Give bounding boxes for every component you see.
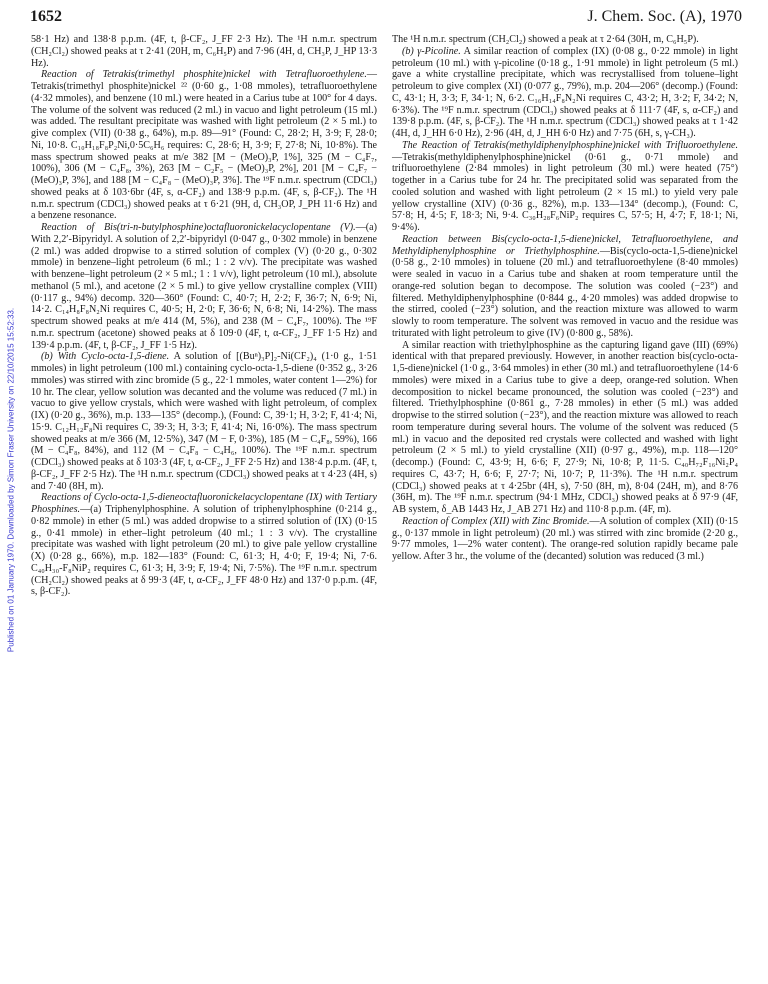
section-heading: Reaction between Bis(cyclo-octa-1,5-diene)nickel, Tetrafluoroethylene, and Methyldiphenylphosphine or Triethylphosphine.	[392, 233, 738, 257]
paragraph-text: —Tetrakis(trimethyl phosphite)nickel ²² (0·60 g., 1·08 mmoles), tetrafluoroethylene (4·32 mmoles), and benzene (10 ml.) were heated in a Carius tube at 100° for 4 days. The volume of the solvent was reduced (2 ml.) in vacuo and light petroleum (15 ml.) was added. The resultant precipitate was washed with light petroleum (2 × 5 ml.) to give complex (VII) (0·38 g., 64%), m.p. 89—91° (Found: C, 28·2; H, 3·9; F, 28·0; Ni, 10·8. C₁₀H₁₈F₈P₂Ni,0·5C₆H₆ requires: C, 28·6; H, 3·9; F, 27·8; Ni, 10·8%). The mass spectrum showed peaks at m/e 382 [M − (MeO)₃P, 1%], 325 (M − C₄F₇, 100%), 306 (M − C₄F₈, 3%), 263 [M − C₂F₅ − (MeO)₃P, 2%], 201 [M − C₄F₇ − (MeO)₃P, 3%], and 188 [M − C₄F₈ − (MeO)₃P, 3%]. The ¹⁹F n.m.r. spectrum (CDCl₃) showed peaks at δ 103·6br (4F, s, α-CF₂) and 138·9 p.p.m. (4F, s, β-CF₂). The ¹H n.m.r. spectrum (CDCl₃) showed peaks at τ 6·21 (9H, d, CH₃OP, J_PH 11·6 Hz) and a benzene resonance.	[31, 69, 377, 222]
section-heading: The Reaction of Tetrakis(methyldiphenylphosphine)nickel with Trifluoroethylene.	[402, 139, 738, 151]
paragraph-text: —Bis(cyclo-octa-1,5-diene)nickel (0·58 g., 2·10 mmoles) in toluene (20 ml.) and tetrafluoroethylene (8·40 mmoles) were sealed in vacuo in a Carius tube and shaken at room temperature until the orange-red solution began to decompose. The solution was cooled (−23°) and filtered. Methyldiphenylphosphine (0·844 g., 4·20 mmoles) was added dropwise to the stirred, cooled (−23°) solution, and the reaction mixture was allowed to warm slowly to room temperature. The solvent was removed in vacuo and the residue was triturated with light petroleum to give (IV) (0·800 g., 58%).	[392, 245, 738, 339]
section-heading: Reactions of Cyclo-octa-1,5-dieneoctafluoronickelacyclopentane (IX) with Tertiary Phosphines.	[31, 492, 377, 515]
paragraph	[31, 351, 377, 492]
page-header	[30, 8, 742, 30]
section-heading: (b) With Cyclo-octa-1,5-diene.	[41, 351, 170, 363]
paragraph	[31, 222, 377, 351]
paragraph-text: A similar reaction of complex (IX) (0·08 g., 0·22 mmole) in light petroleum (10 ml.) with γ-picoline (0·18 g., 1·91 mmole) in light petroleum (5 ml.) gave a white crystalline precipitate, which was recrystallised from toluene–light petroleum to give complex (XI) (0·077 g., 79%), m.p. 204—206° (decomp.) (Found: C, 43·1; H, 3·3; F, 34·1; N, 6·2. C₁₆H₁₄F₈N₂Ni requires C, 43·2; H, 3·2; F, 34·2; N, 6·3%). The ¹⁹F n.m.r. spectrum (CDCl₃) showed peaks at δ 111·7 (4F, s, α-CF₂) and 139·8 p.p.m. (4F, s, β-CF₂). The ¹H n.m.r. spectrum (CDCl₃) showed peaks at τ 1·42 (4H, d, J_HH 6·0 Hz), 2·96 (4H, d, J_HH 6·0 Hz) and 7·75 (6H, s, γ-CH₃).	[392, 45, 738, 139]
section-heading: Reaction of Tetrakis(trimethyl phosphite)nickel with Tetrafluoroethylene.	[41, 69, 367, 81]
paragraph	[392, 140, 738, 234]
paragraph-text: —(a) Triphenylphosphine. A solution of triphenylphosphine (0·214 g., 0·82 mmole) in ether (5 ml.) was added dropwise to a stirred solution of (IX) (0·15 g., 0·41 mmole) in ether–light petroleum (40 ml.; 1 : 3 v/v). The crystalline precipitate was washed with light petroleum (20 ml.) to give pale yellow crystalline (X) (0·28 g., 66%), m.p. 182—183° (Found: C, 61·3; H, 4·0; F, 19·4; Ni, 7·6. C₄₀H₃₀-F₈NiP₂ requires C, 61·3; H, 3·9; F, 19·4; Ni, 7·5%). The ¹⁹F n.m.r. spectrum (CH₂Cl₂) showed peaks at δ 99·3 (4F, t, α-CF₂, J_FF 48·0 Hz) and 137·0 p.p.m. (4F, s, β-CF₂).	[31, 504, 377, 598]
paragraph	[392, 234, 738, 340]
download-sidenote	[2, 130, 20, 830]
section-heading: Reaction of Complex (XII) with Zinc Bromide.	[402, 515, 590, 527]
section-heading: Reaction of Bis(tri-n-butylphosphine)octafluoronickelacyclopentane (V).	[41, 222, 356, 233]
right-column	[392, 34, 738, 563]
page-number: 1652	[30, 8, 62, 25]
paragraph	[392, 340, 738, 516]
paragraph	[31, 492, 377, 598]
paragraph-continuation	[392, 34, 738, 46]
paragraph	[392, 46, 738, 140]
paragraph-text: —Tetrakis(methyldiphenylphosphine)nickel (0·61 g., 0·71 mmole) and trifluoroethylene (2·84 mmoles) in light petroleum (30 ml.) were heated (75°) together in a Carius tube for 24 hr. The precipitated solid was separated from the cooled solution and washed with light petroleum (2 × 15 ml.) to yield very pale yellow crystalline (XIV) (0·36 g., 82%), m.p. 133—134° (decomp.), (Found: C, 57·8; H, 4·5; F, 18·3; Ni, 9·4. C₃₀H₂₈F₆NiP₂ requires C, 57·5; H, 4·7; F, 18·1; Ni, 9·4%).	[392, 151, 738, 233]
paragraph-text: —(a) With 2,2′-Bipyridyl. A solution of 2,2′-bipyridyl (0·047 g., 0·302 mmole) in benzene (2 ml.) was added dropwise to a stirred solution of complex (V) (0·20 g., 0·302 mmole) in benzene–light petroleum (6 ml.; 1 : 2 v/v). The precipitate was washed with benzene–light petroleum (2 × 5 ml.; 1 : 1 v/v), light petroleum (10 ml.), absolute methanol (5 ml.), and acetone (2 × 5 ml.) to give yellow crystalline complex (VIII) (0·117 g., 94%) decomp. 320—360° (Found: C, 40·7; H, 2·2; F, 36·7; N, 6·9; Ni, 14·2. C₁₄H₈F₈N₂Ni requires C, 40·5; H, 2·0; F, 36·6; N, 6·8; Ni, 14·2%). The mass spectrum showed peaks at m/e 414 (M, 5%), and 238 (M − C₄F₇, 100%). The ¹⁹F n.m.r. spectrum (acetone) showed peaks at δ 109·0 (4F, t, α-CF₂, J_FF 1·5 Hz) and 139·4 p.p.m. (4F, t, β-CF₂, J_FF 1·5 Hz).	[31, 222, 377, 351]
paragraph-text: A solution of [(Buⁿ)₃P]₂-Ni(CF₂)₄ (1·0 g., 1·51 mmoles) in light petroleum (100 ml.) containing cyclo-octa-1,5-diene (0·352 g., 3·26 mmoles) was stirred with zinc bromide (5 g., 22·1 mmoles, water content 1—2%) for 10 hr. The clear, yellow solution was decanted and the volume was reduced (7 ml.) in vacuo to give yellow crystals, which were washed with light petroleum, of complex (IX) (0·20 g., 36%), m.p. 133—135° (decomp.), (Found: C, 39·1; H, 3·2; F, 41·4; Ni, 15·9. C₁₂H₁₂F₈Ni requires C, 39·3; H, 3·3; F, 41·4; Ni, 16·0%). The mass spectrum showed peaks at m/e 366 (M, 12·5%), 347 (M − F, 0·3%), 185 (M − C₄F₈, 59%), 166 (M − C₄F₈, 84%), and 112 (M − C₄F₈ − C₄H₆, 100%). The ¹⁹F n.m.r. spectrum (CDCl₃) showed peaks at δ 103·3 (4F, t, α-CF₂, J_FF 2·5 Hz) and 138·4 p.p.m. (4F, t, β-CF₂, J_FF 2·5 Hz). The ¹H n.m.r. spectrum (CDCl₃) showed peaks at τ 4·23 (4H, s) and 7·40 (8H, m).	[31, 351, 377, 492]
paragraph	[392, 516, 738, 563]
paragraph-text: The ¹H n.m.r. spectrum (CH₂Cl₂) showed a peak at τ 2·64 (30H, m, C₆H₅P).	[392, 34, 699, 45]
paragraph-text: 58·1 Hz) and 138·8 p.p.m. (4F, t, β-CF₂, J_FF 2·3 Hz). The ¹H n.m.r. spectrum (CH₂Cl₂) showed peaks at τ 2·41 (20H, m, C₆H₅P) and 7·96 (4H, d, CH₃P, J_HP 13·3 Hz).	[31, 34, 377, 69]
left-column	[31, 34, 377, 598]
download-sidenote-text: Published on 01 January 1970. Downloaded by Simon Fraser University on 22/10/2015 15:52:33.	[6, 307, 16, 653]
paragraph-text: A similar reaction with triethylphosphine as the capturing ligand gave (III) (69%) identical with that prepared previously. However, in another reaction bis(cyclo-octa-1,5-diene)nickel (1·0 g., 3·64 mmoles) in ether (30 ml.) and tetrafluoroethylene (14·6 mmoles) were mixed in a Carius tube to give a deep, orange-red solution. When decomposition to nickel became pronounced, the solution was cooled (−23°) and filtered. Triethylphosphine (0·861 g., 7·28 mmoles) in ether (5 ml.) was added dropwise to the stirred solution (−23°), and the reaction mixture was allowed to reach room temperature during several hours. The volume of the solvent was reduced (5 ml.) in vacuo and the deposited red crystals were collected and washed with light petroleum (2 × 5 ml.) to yield crystalline (XII) (0·97 g., 49%), m.p. 118—120° (decomp.) (Found: C, 43·9; H, 6·6; F, 27·9; Ni, 10·8; P, 11·5. C₄₀H₇₂F₁₆Ni₂P₄ requires C, 43·7; H, 6·6; F, 27·7; Ni, 10·7; P, 11·3%). The ¹H n.m.r. spectrum (CDCl₃) showed peaks at τ 4·25br (4H, s), 7·50 (8H, m), 8·04 (24H, m), and 8·76 (36H, m). The ¹⁹F n.m.r. spectrum (94·1 MHz, CDCl₃) showed peaks at δ 97·9 (4F, AB system, δ_AB 1443 Hz, J_AB 271 Hz) and 110·8 p.p.m. (4F, m).	[392, 339, 738, 515]
paragraph-text: —A solution of complex (XII) (0·15 g., 0·137 mmole in light petroleum) (20 ml.) was stirred with zinc bromide (2·20 g., 9·77 mmoles, 1—2% water content). The orange-red solution rapidly became pale yellow. After 3 hr., the volume of the (decanted) solution was reduced (3 ml.)	[392, 515, 739, 562]
section-heading: (b) γ-Picoline.	[402, 45, 461, 57]
journal-title: J. Chem. Soc. (A), 1970	[587, 8, 742, 25]
paragraph	[31, 69, 377, 222]
paragraph-continuation	[31, 34, 377, 69]
